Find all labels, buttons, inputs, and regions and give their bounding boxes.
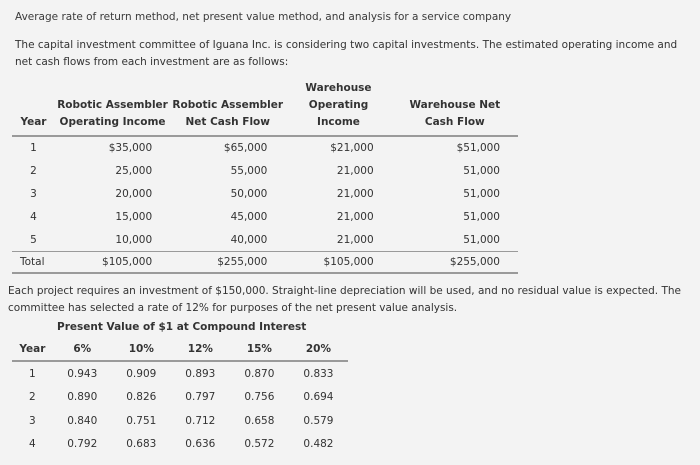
pv-col-header-15: 15% [246, 343, 272, 355]
pv-col-header-20: 20% [305, 343, 332, 355]
pv-col-header-10: 10% [128, 343, 154, 355]
year-cell: 1 [30, 142, 37, 155]
pv-factor-cell: 0.658 [244, 414, 275, 427]
year-cell: 2 [30, 165, 37, 178]
table-row [12, 205, 518, 228]
col-header-warehouse-net-cash-flow: Warehouse Net Cash Flow [409, 99, 501, 128]
value-cell: 21,000 [336, 165, 374, 178]
total-row [12, 251, 518, 273]
value-cell: 21,000 [336, 233, 374, 246]
page-title: Average rate of return method, net present value method, and analysis for a service company [15, 11, 512, 23]
table-row [12, 228, 518, 251]
pv-factor-cell: 0.840 [67, 414, 98, 427]
year-cell: 4 [30, 210, 37, 223]
value-cell: 51,000 [463, 187, 500, 200]
value-cell: 20,000 [115, 187, 153, 200]
value-cell: $65,000 [223, 142, 268, 155]
col-header-year: Year [20, 116, 47, 128]
total-value-cell: $105,000 [102, 255, 153, 268]
pv-factor-cell: 0.893 [185, 367, 216, 380]
pv-factor-cell: 0.870 [244, 367, 275, 380]
value-cell: 55,000 [230, 165, 268, 178]
year-cell: 3 [29, 414, 36, 427]
table-row [12, 361, 348, 386]
table-row [12, 136, 518, 160]
table-row [12, 160, 518, 183]
pv-factor-cell: 0.909 [126, 367, 157, 380]
total-label: Total [20, 255, 45, 268]
pv-factor-cell: 0.756 [244, 391, 275, 404]
value-cell: $35,000 [108, 142, 153, 155]
year-cell: 5 [30, 233, 37, 246]
pv-col-header-6: 6% [73, 343, 92, 355]
value-cell: 50,000 [230, 187, 268, 200]
pv-factor-cell: 0.797 [185, 391, 216, 404]
value-cell: 25,000 [115, 165, 153, 178]
value-cell: 40,000 [230, 233, 268, 246]
table-row [12, 386, 348, 410]
value-cell: $21,000 [330, 142, 374, 155]
pv-factor-cell: 0.833 [303, 367, 334, 380]
value-cell: 10,000 [115, 233, 153, 246]
value-cell: 51,000 [463, 165, 500, 178]
year-cell: 1 [29, 367, 36, 380]
total-value-cell: $105,000 [323, 255, 374, 268]
pv-factor-cell: 0.792 [67, 438, 98, 451]
pv-factor-cell: 0.636 [185, 438, 216, 451]
value-cell: 21,000 [336, 210, 374, 223]
col-header-robotic-net-cash-flow: Robotic Assembler Net Cash Flow [172, 99, 284, 128]
value-cell: 51,000 [463, 210, 500, 223]
value-cell: $51,000 [456, 142, 500, 155]
pv-col-header-12: 12% [187, 343, 213, 355]
investment-table [12, 80, 518, 274]
col-header-robotic-operating-income: Robotic Assembler Operating Income [57, 99, 168, 128]
pv-factor-cell: 0.579 [303, 414, 334, 427]
year-cell: 2 [29, 391, 36, 404]
table-row [12, 183, 518, 206]
pv-factor-cell: 0.943 [67, 367, 98, 380]
pv-factor-cell: 0.482 [303, 438, 334, 451]
investment-table-header [12, 80, 518, 136]
value-cell: 21,000 [336, 187, 374, 200]
pv-factor-cell: 0.572 [244, 438, 275, 451]
investment-note: Each project requires an investment of $150,000. Straight-line depreciation will be used, and no residual value is expected. The committee has selected a rate of 12% for purposes of the net present value analysis. [8, 285, 682, 314]
pv-table-header [12, 338, 348, 361]
total-value-cell: $255,000 [449, 255, 500, 268]
table-row [12, 409, 348, 433]
pv-factor-cell: 0.890 [67, 391, 98, 404]
value-cell: 15,000 [115, 210, 153, 223]
pv-factor-cell: 0.826 [126, 391, 157, 404]
table-row [12, 433, 348, 457]
pv-factor-cell: 0.751 [126, 414, 157, 427]
year-cell: 4 [29, 438, 36, 451]
value-cell: 45,000 [230, 210, 268, 223]
pv-table-title: Present Value of $1 at Compound Interest [57, 321, 307, 333]
pv-col-header-year: Year [19, 343, 46, 355]
intro-paragraph: The capital investment committee of Iguana Inc. is considering two capital investments. The estimated operating income and net cash flows from each investment are as follows: [15, 39, 678, 68]
present-value-table [12, 338, 348, 456]
value-cell: 51,000 [463, 233, 500, 246]
total-value-cell: $255,000 [217, 255, 268, 268]
col-header-warehouse-operating-income: Warehouse Operating Income [305, 82, 372, 128]
pv-factor-cell: 0.694 [303, 391, 334, 404]
year-cell: 3 [30, 187, 37, 200]
pv-factor-cell: 0.683 [126, 438, 157, 451]
pv-factor-cell: 0.712 [185, 414, 216, 427]
